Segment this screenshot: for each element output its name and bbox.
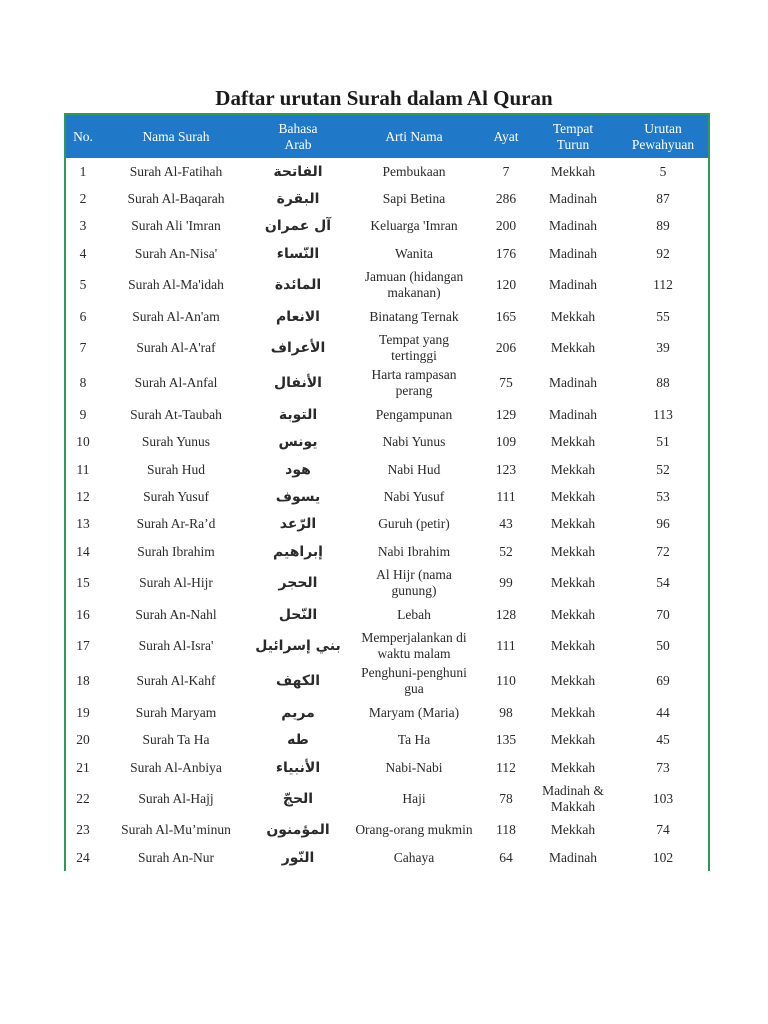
cell-nama-surah: Surah Al-Baqarah	[127, 191, 225, 207]
table-header	[66, 115, 708, 158]
cell-urutan-pewahyuan: 54	[656, 575, 670, 591]
cell-no: 22	[76, 790, 90, 806]
cell-ayat: 123	[495, 461, 517, 477]
cell-ayat: 111	[496, 488, 516, 504]
cell-nama-surah: Surah Al-Anbiya	[130, 759, 222, 775]
cell-no: 16	[76, 606, 90, 622]
cell-ayat: 120	[495, 277, 517, 293]
cell-no: 19	[76, 704, 90, 720]
cell-tempat-turun: Madinah	[549, 375, 597, 391]
cell-no: 8	[79, 375, 87, 391]
cell-bahasa-arab: المائدة	[274, 277, 322, 294]
table-row	[66, 366, 708, 401]
cell-arti-nama: Nabi Yunus	[382, 434, 446, 450]
cell-bahasa-arab: بني إسرائيل	[255, 637, 341, 654]
cell-ayat: 135	[495, 732, 517, 748]
cell-no: 21	[76, 759, 90, 775]
cell-tempat-turun: Mekkah	[550, 704, 596, 720]
cell-urutan-pewahyuan: 50	[656, 637, 670, 653]
table-row	[66, 429, 708, 456]
table-row	[66, 538, 708, 565]
cell-arti-nama: Orang-orang mukmin	[355, 822, 473, 838]
table-row	[66, 456, 708, 483]
cell-urutan-pewahyuan: 44	[656, 704, 670, 720]
cell-tempat-turun: Mekkah	[550, 340, 596, 356]
cell-arti-nama: Nabi Hud	[387, 461, 441, 477]
cell-urutan-pewahyuan: 102	[652, 849, 674, 865]
cell-ayat: 7	[502, 163, 510, 179]
cell-ayat: 286	[495, 191, 517, 207]
cell-tempat-turun: Madinah	[549, 218, 597, 234]
table-body	[66, 158, 708, 871]
cell-bahasa-arab: هود	[285, 461, 311, 478]
cell-nama-surah: Surah Al-An'am	[132, 308, 220, 324]
cell-no: 10	[76, 434, 90, 450]
cell-bahasa-arab: الفاتحة	[273, 163, 323, 180]
cell-nama-surah: Surah Yunus	[141, 434, 211, 450]
table-row	[66, 511, 708, 538]
cell-nama-surah: Surah Al-Kahf	[136, 673, 216, 689]
cell-ayat: 78	[499, 790, 513, 806]
table-row	[66, 483, 708, 510]
cell-tempat-turun: Mekkah	[550, 461, 596, 477]
table-row	[66, 726, 708, 753]
cell-tempat-turun: Mekkah	[550, 637, 596, 653]
cell-urutan-pewahyuan: 45	[656, 732, 670, 748]
cell-tempat-turun: Mekkah	[550, 822, 596, 838]
cell-no: 14	[76, 543, 90, 559]
cell-arti-nama: Cahaya	[393, 849, 435, 865]
cell-ayat: 112	[496, 759, 516, 775]
table-row	[66, 844, 708, 871]
header-no: No.	[66, 115, 100, 158]
cell-tempat-turun: Mekkah	[550, 516, 596, 532]
cell-tempat-turun: Madinah	[549, 406, 597, 422]
cell-urutan-pewahyuan: 74	[656, 822, 670, 838]
cell-ayat: 200	[495, 218, 517, 234]
cell-nama-surah: Surah Ibrahim	[137, 543, 215, 559]
cell-urutan-pewahyuan: 96	[656, 516, 670, 532]
cell-no: 15	[76, 575, 90, 591]
cell-ayat: 129	[495, 406, 517, 422]
table-row	[66, 158, 708, 185]
table-row	[66, 664, 708, 699]
cell-arti-nama: Jamuan (hidangan makanan)	[364, 269, 464, 301]
cell-tempat-turun: Madinah	[549, 245, 597, 261]
cell-bahasa-arab: آل عمران	[264, 218, 332, 235]
cell-urutan-pewahyuan: 55	[656, 308, 670, 324]
cell-tempat-turun: Mekkah	[550, 543, 596, 559]
surah-table	[66, 115, 708, 871]
cell-tempat-turun: Madinah & Makkah	[542, 782, 604, 814]
cell-tempat-turun: Mekkah	[550, 732, 596, 748]
cell-ayat: 118	[496, 822, 516, 838]
cell-nama-surah: Surah Hud	[146, 461, 206, 477]
cell-nama-surah: Surah Al-Mu’minun	[121, 822, 231, 838]
cell-tempat-turun: Madinah	[549, 191, 597, 207]
cell-arti-nama: Nabi Yusuf	[383, 488, 445, 504]
cell-arti-nama: Lebah	[397, 606, 431, 622]
cell-ayat: 206	[495, 340, 517, 356]
cell-ayat: 52	[499, 543, 513, 559]
cell-arti-nama: Pengampunan	[375, 406, 453, 422]
cell-urutan-pewahyuan: 72	[656, 543, 670, 559]
table-row	[66, 699, 708, 726]
header-bahasa-arab: Bahasa Arab	[252, 115, 344, 158]
cell-no: 17	[76, 637, 90, 653]
cell-urutan-pewahyuan: 88	[656, 375, 670, 391]
cell-urutan-pewahyuan: 52	[656, 461, 670, 477]
cell-ayat: 99	[499, 575, 513, 591]
cell-arti-nama: Maryam (Maria)	[368, 704, 460, 720]
cell-bahasa-arab: الأعراف	[270, 340, 326, 357]
table-row	[66, 565, 708, 600]
table-row	[66, 213, 708, 240]
cell-no: 4	[79, 245, 87, 261]
table-row	[66, 303, 708, 330]
cell-no: 23	[76, 822, 90, 838]
cell-urutan-pewahyuan: 5	[659, 163, 667, 179]
table-row	[66, 781, 708, 816]
header-ayat: Ayat	[484, 115, 528, 158]
cell-arti-nama: Guruh (petir)	[378, 516, 450, 532]
cell-urutan-pewahyuan: 70	[656, 606, 670, 622]
cell-arti-nama: Penghuni-penghuni gua	[361, 665, 467, 697]
cell-tempat-turun: Mekkah	[550, 759, 596, 775]
cell-nama-surah: Surah Ar-Ra’d	[136, 516, 216, 532]
cell-ayat: 98	[499, 704, 513, 720]
cell-arti-nama: Nabi Ibrahim	[377, 543, 451, 559]
cell-urutan-pewahyuan: 113	[653, 406, 673, 422]
cell-no: 9	[79, 406, 87, 422]
cell-arti-nama: Harta rampasan perang	[371, 367, 457, 399]
cell-ayat: 110	[496, 673, 516, 689]
cell-ayat: 165	[495, 308, 517, 324]
cell-nama-surah: Surah Al-Ma'idah	[128, 277, 224, 293]
cell-nama-surah: Surah Al-Fatihah	[129, 163, 223, 179]
cell-ayat: 128	[495, 606, 517, 622]
cell-no: 6	[79, 308, 87, 324]
cell-ayat: 109	[495, 434, 517, 450]
cell-no: 12	[76, 488, 90, 504]
cell-bahasa-arab: التوبة	[278, 406, 318, 423]
table-row	[66, 754, 708, 781]
cell-arti-nama: Tempat yang tertinggi	[379, 332, 449, 364]
cell-nama-surah: Surah Ali 'Imran	[131, 218, 221, 234]
cell-urutan-pewahyuan: 51	[656, 434, 670, 450]
cell-bahasa-arab: يسوف	[275, 488, 321, 505]
cell-tempat-turun: Mekkah	[550, 575, 596, 591]
cell-arti-nama: Ta Ha	[397, 732, 431, 748]
cell-tempat-turun: Mekkah	[550, 163, 596, 179]
table-row	[66, 268, 708, 303]
cell-bahasa-arab: الانعام	[276, 308, 320, 325]
cell-urutan-pewahyuan: 39	[656, 340, 670, 356]
cell-tempat-turun: Mekkah	[550, 606, 596, 622]
cell-urutan-pewahyuan: 89	[656, 218, 670, 234]
cell-no: 3	[79, 218, 87, 234]
cell-arti-nama: Pembukaan	[382, 163, 446, 179]
cell-bahasa-arab: إبراهيم	[273, 543, 323, 560]
table-row	[66, 330, 708, 365]
cell-ayat: 176	[495, 245, 517, 261]
cell-tempat-turun: Mekkah	[550, 434, 596, 450]
cell-bahasa-arab: النّور	[281, 849, 315, 866]
cell-no: 1	[79, 163, 87, 179]
cell-arti-nama: Wanita	[395, 245, 433, 261]
cell-urutan-pewahyuan: 53	[656, 488, 670, 504]
cell-nama-surah: Surah Al-Anfal	[134, 375, 218, 391]
page-title: Daftar urutan Surah dalam Al Quran	[215, 86, 553, 110]
cell-no: 11	[76, 461, 90, 477]
cell-bahasa-arab: مريم	[281, 704, 315, 721]
cell-arti-nama: Keluarga 'Imran	[370, 218, 458, 234]
cell-ayat: 64	[499, 849, 513, 865]
cell-urutan-pewahyuan: 73	[656, 759, 670, 775]
cell-tempat-turun: Mekkah	[550, 673, 596, 689]
cell-urutan-pewahyuan: 69	[656, 673, 670, 689]
cell-arti-nama: Memperjalankan di waktu malam	[361, 629, 467, 661]
cell-bahasa-arab: الأنبياء	[275, 759, 321, 776]
table-row	[66, 601, 708, 628]
cell-no: 24	[76, 849, 90, 865]
cell-nama-surah: Surah Al-Isra'	[138, 637, 214, 653]
cell-bahasa-arab: النّساء	[276, 245, 320, 262]
header-tempat-turun: Tempat Turun	[528, 115, 618, 158]
table-row	[66, 240, 708, 267]
cell-nama-surah: Surah Al-Hajj	[138, 790, 214, 806]
header-nama-surah: Nama Surah	[100, 115, 252, 158]
cell-bahasa-arab: النّحل	[278, 606, 318, 623]
cell-arti-nama: Nabi-Nabi	[385, 759, 443, 775]
cell-no: 2	[79, 191, 87, 207]
surah-table-container	[64, 113, 710, 871]
cell-arti-nama: Haji	[402, 790, 426, 806]
cell-ayat: 111	[496, 637, 516, 653]
cell-no: 5	[79, 277, 87, 293]
header-arti-nama: Arti Nama	[344, 115, 484, 158]
header-urutan-pewahyuan: Urutan Pewahyuan	[618, 115, 708, 158]
cell-arti-nama: Binatang Ternak	[369, 308, 459, 324]
cell-ayat: 75	[499, 375, 513, 391]
cell-no: 20	[76, 732, 90, 748]
cell-nama-surah: Surah At-Taubah	[130, 406, 222, 422]
cell-bahasa-arab: طه	[287, 732, 309, 749]
cell-nama-surah: Surah An-Nur	[137, 849, 215, 865]
table-row	[66, 817, 708, 844]
cell-bahasa-arab: الأنفال	[274, 375, 322, 392]
cell-tempat-turun: Mekkah	[550, 488, 596, 504]
cell-arti-nama: Al Hijr (nama gunung)	[376, 567, 452, 599]
cell-arti-nama: Sapi Betina	[382, 191, 446, 207]
cell-nama-surah: Surah An-Nahl	[135, 606, 217, 622]
cell-nama-surah: Surah Yusuf	[143, 488, 209, 504]
table-row	[66, 185, 708, 212]
cell-bahasa-arab: الرّعد	[279, 516, 317, 533]
cell-no: 7	[79, 340, 87, 356]
cell-bahasa-arab: الحجّ	[282, 790, 314, 807]
cell-tempat-turun: Madinah	[549, 277, 597, 293]
cell-nama-surah: Surah An-Nisa'	[134, 245, 218, 261]
cell-bahasa-arab: المؤمنون	[266, 822, 330, 839]
cell-ayat: 43	[499, 516, 513, 532]
table-row	[66, 401, 708, 428]
cell-bahasa-arab: يونس	[278, 434, 318, 451]
cell-bahasa-arab: البقرة	[276, 191, 320, 208]
cell-bahasa-arab: الكهف	[275, 673, 321, 690]
cell-urutan-pewahyuan: 87	[656, 191, 670, 207]
cell-nama-surah: Surah Al-Hijr	[139, 575, 213, 591]
cell-nama-surah: Surah Al-A'raf	[136, 340, 216, 356]
cell-urutan-pewahyuan: 103	[652, 790, 674, 806]
cell-tempat-turun: Mekkah	[550, 308, 596, 324]
cell-urutan-pewahyuan: 112	[653, 277, 673, 293]
cell-tempat-turun: Madinah	[549, 849, 597, 865]
cell-nama-surah: Surah Ta Ha	[142, 732, 210, 748]
cell-no: 18	[76, 673, 90, 689]
cell-nama-surah: Surah Maryam	[135, 704, 217, 720]
cell-urutan-pewahyuan: 92	[656, 245, 670, 261]
table-row	[66, 628, 708, 663]
cell-no: 13	[76, 516, 90, 532]
cell-bahasa-arab: الحجر	[278, 575, 318, 592]
